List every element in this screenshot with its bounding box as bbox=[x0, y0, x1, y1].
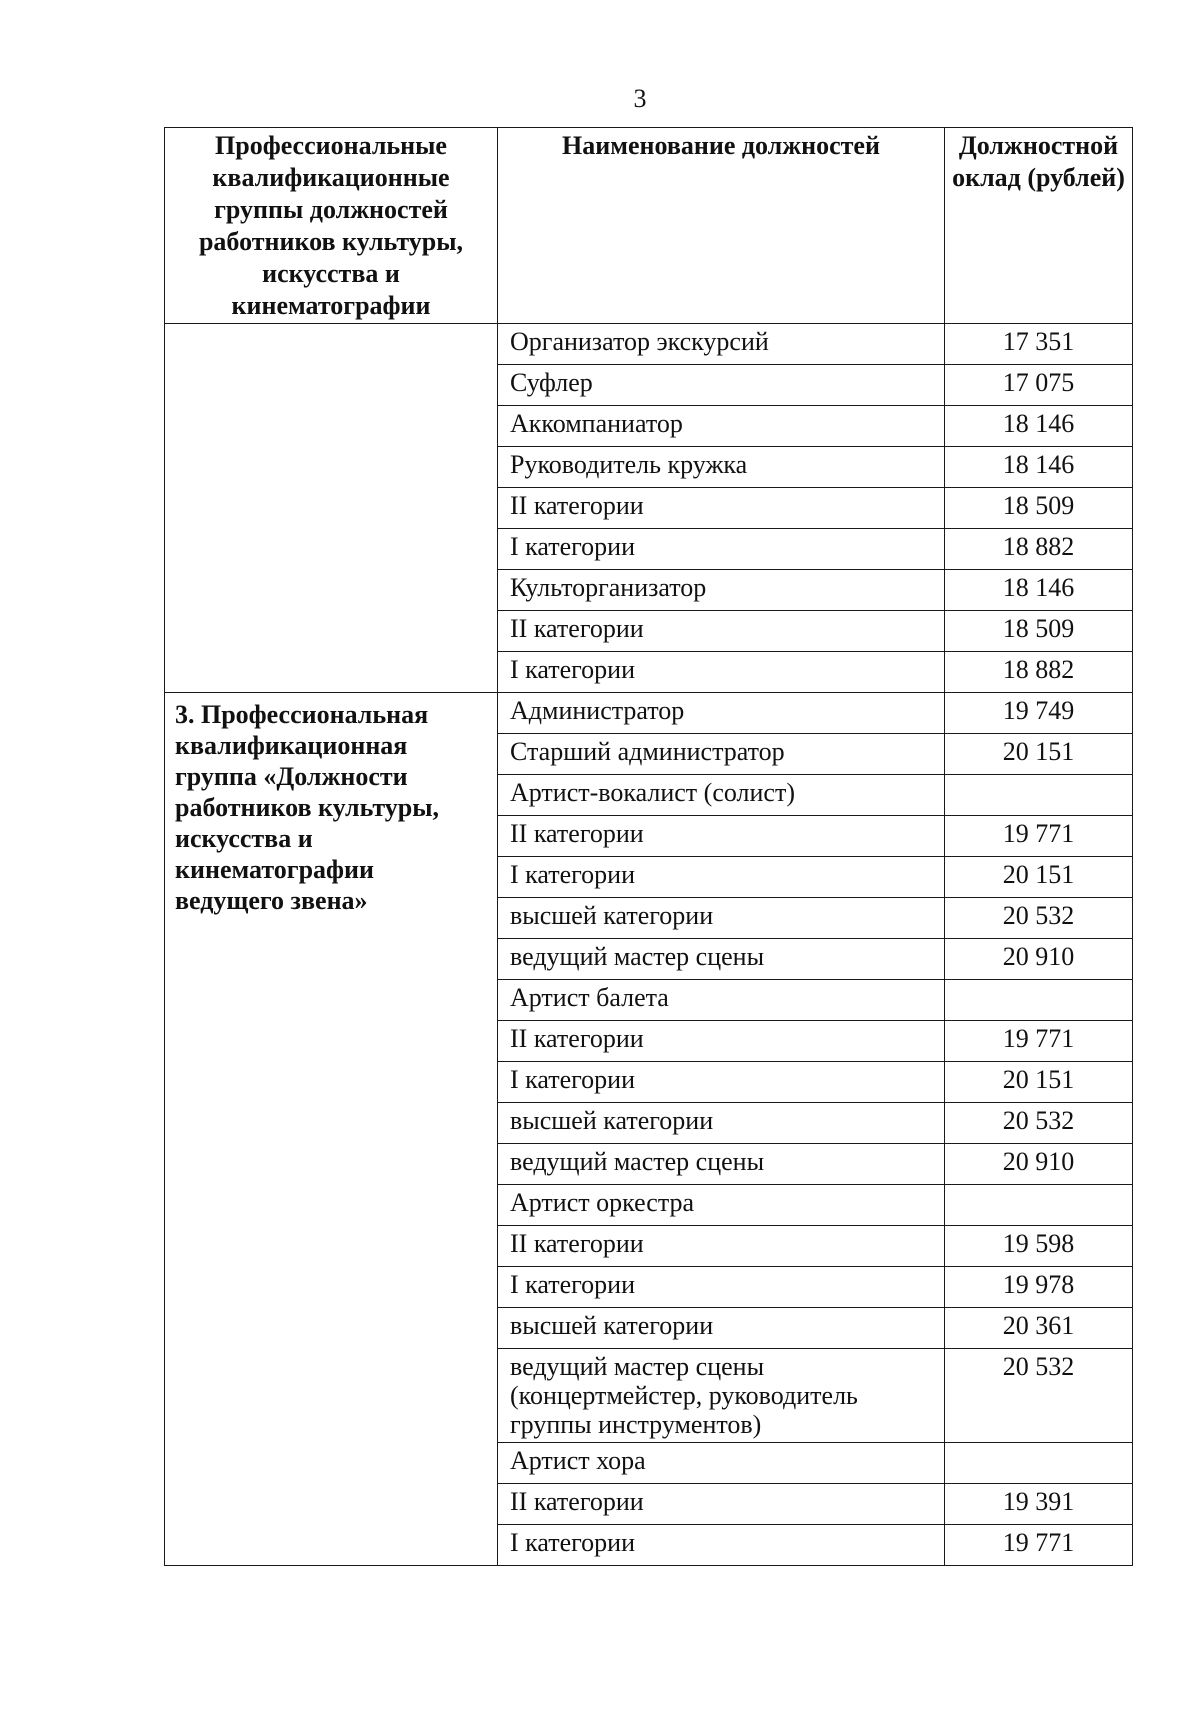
position-cell: I категории bbox=[498, 857, 945, 898]
salary-cell bbox=[945, 980, 1133, 1021]
salary-cell: 20 151 bbox=[945, 857, 1133, 898]
position-cell: II категории bbox=[498, 611, 945, 652]
table-header-row bbox=[165, 128, 1133, 324]
group-cell-previous bbox=[165, 324, 498, 693]
position-cell: Артист-вокалист (солист) bbox=[498, 775, 945, 816]
position-cell: Артист хора bbox=[498, 1443, 945, 1484]
salary-cell: 18 146 bbox=[945, 406, 1133, 447]
position-cell: II категории bbox=[498, 1021, 945, 1062]
position-cell: Руководитель кружка bbox=[498, 447, 945, 488]
position-cell: высшей категории bbox=[498, 898, 945, 939]
salary-cell: 20 910 bbox=[945, 1144, 1133, 1185]
position-cell: Администратор bbox=[498, 693, 945, 734]
salary-cell: 20 532 bbox=[945, 1103, 1133, 1144]
salary-cell: 20 151 bbox=[945, 1062, 1133, 1103]
salary-cell bbox=[945, 1443, 1133, 1484]
salary-cell: 18 882 bbox=[945, 529, 1133, 570]
position-cell: I категории bbox=[498, 1267, 945, 1308]
group-cell-3: 3. Профессиональная квалификационная группа «Должности работников культуры, искусства и кинематографии ведущего звена» bbox=[165, 693, 498, 1566]
position-cell: ведущий мастер сцены (концертмейстер, руководитель группы инструментов) bbox=[498, 1349, 945, 1443]
salary-cell: 18 882 bbox=[945, 652, 1133, 693]
position-cell: Суфлер bbox=[498, 365, 945, 406]
salary-cell bbox=[945, 775, 1133, 816]
position-cell: II категории bbox=[498, 488, 945, 529]
position-cell: II категории bbox=[498, 1484, 945, 1525]
salary-cell: 18 509 bbox=[945, 488, 1133, 529]
salary-cell: 18 146 bbox=[945, 447, 1133, 488]
salary-cell: 19 771 bbox=[945, 1021, 1133, 1062]
position-cell: I категории bbox=[498, 1062, 945, 1103]
position-cell: Культорганизатор bbox=[498, 570, 945, 611]
header-group: Профессиональные квалификационные группы должностей работников культуры, искусства и кинематографии bbox=[165, 128, 498, 324]
table-row bbox=[165, 324, 1133, 365]
salary-cell: 19 978 bbox=[945, 1267, 1133, 1308]
salary-cell: 20 532 bbox=[945, 1349, 1133, 1443]
salary-cell: 20 910 bbox=[945, 939, 1133, 980]
position-cell: I категории bbox=[498, 652, 945, 693]
salary-cell: 19 598 bbox=[945, 1226, 1133, 1267]
header-position: Наименование должностей bbox=[498, 128, 945, 324]
table-row bbox=[165, 693, 1133, 734]
position-cell: Организатор экскурсий bbox=[498, 324, 945, 365]
position-cell: высшей категории bbox=[498, 1103, 945, 1144]
position-cell: I категории bbox=[498, 1525, 945, 1566]
position-cell: Аккомпаниатор bbox=[498, 406, 945, 447]
salary-cell: 19 749 bbox=[945, 693, 1133, 734]
position-cell: I категории bbox=[498, 529, 945, 570]
salary-cell: 19 771 bbox=[945, 816, 1133, 857]
page-number: 3 bbox=[633, 84, 647, 113]
position-cell: высшей категории bbox=[498, 1308, 945, 1349]
position-cell: II категории bbox=[498, 1226, 945, 1267]
salary-cell: 18 509 bbox=[945, 611, 1133, 652]
position-cell: Старший администратор bbox=[498, 734, 945, 775]
salary-table bbox=[164, 127, 1133, 1566]
salary-cell bbox=[945, 1185, 1133, 1226]
position-cell: Артист оркестра bbox=[498, 1185, 945, 1226]
salary-cell: 17 351 bbox=[945, 324, 1133, 365]
position-cell: ведущий мастер сцены bbox=[498, 1144, 945, 1185]
header-salary: Должностной оклад (рублей) bbox=[945, 128, 1133, 324]
salary-cell: 19 771 bbox=[945, 1525, 1133, 1566]
salary-cell: 20 151 bbox=[945, 734, 1133, 775]
salary-cell: 18 146 bbox=[945, 570, 1133, 611]
salary-cell: 20 361 bbox=[945, 1308, 1133, 1349]
salary-cell: 17 075 bbox=[945, 365, 1133, 406]
salary-cell: 20 532 bbox=[945, 898, 1133, 939]
position-cell: ведущий мастер сцены bbox=[498, 939, 945, 980]
position-cell: II категории bbox=[498, 816, 945, 857]
position-cell: Артист балета bbox=[498, 980, 945, 1021]
salary-cell: 19 391 bbox=[945, 1484, 1133, 1525]
